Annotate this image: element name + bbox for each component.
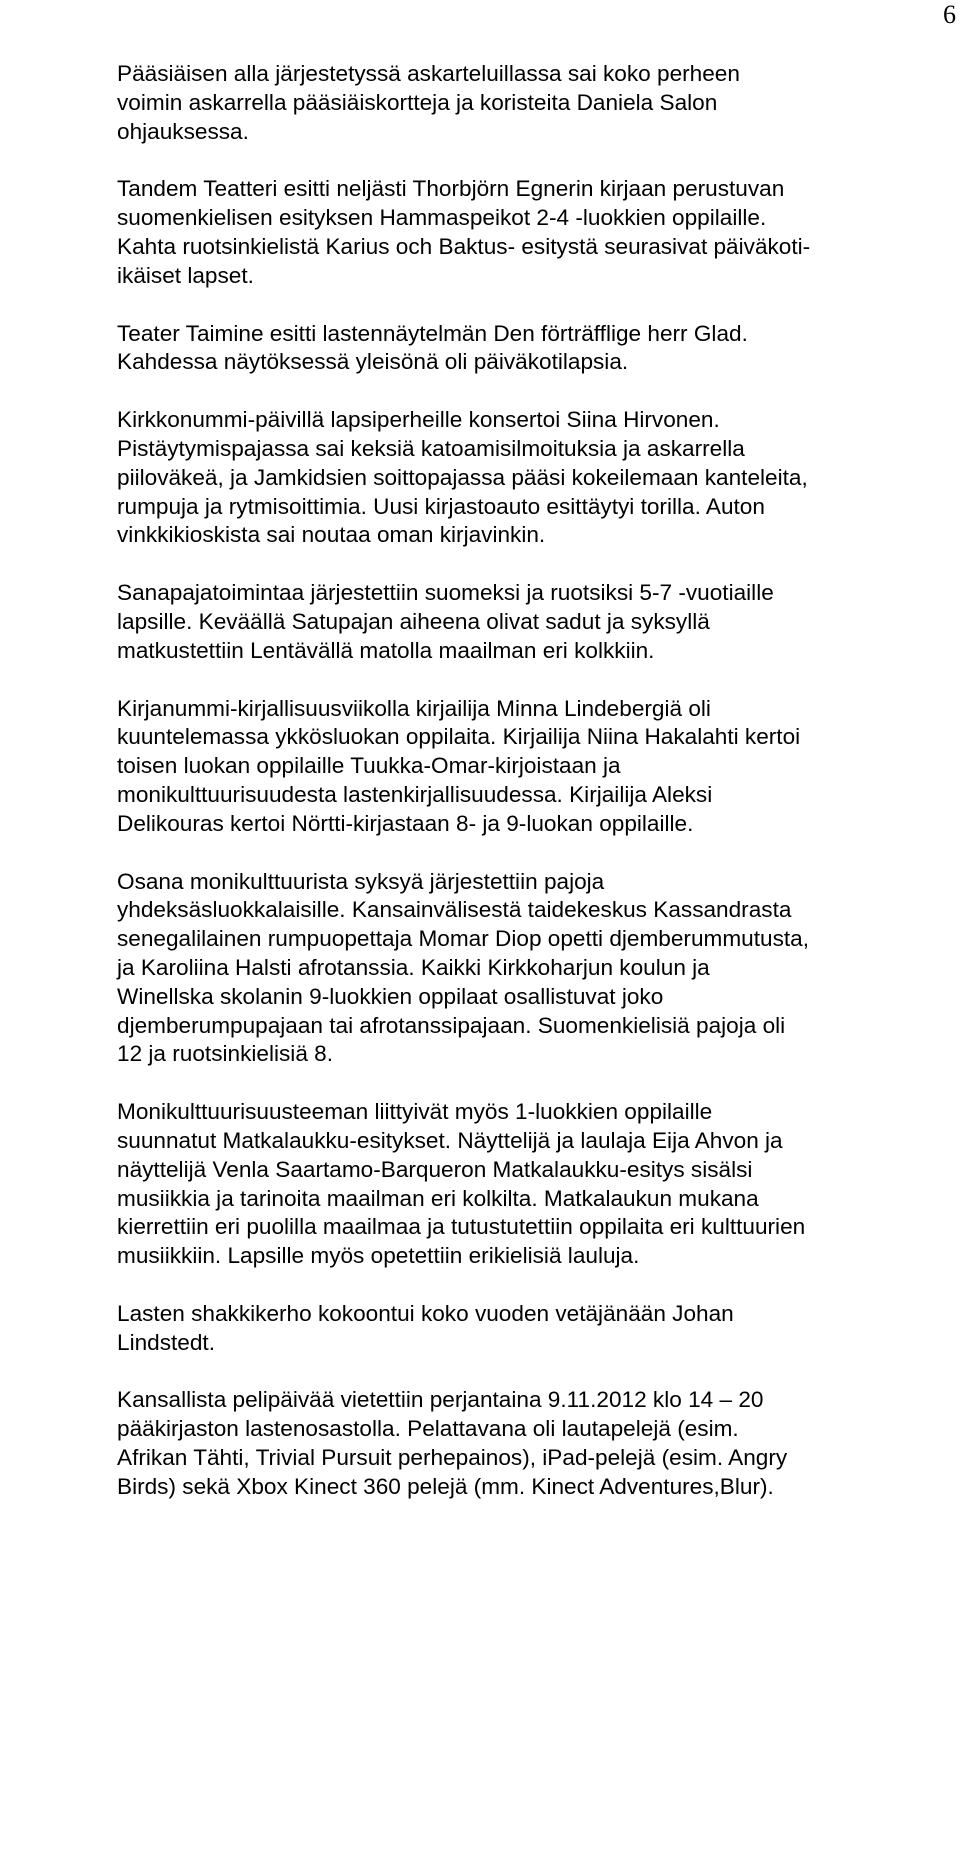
text-line: musiikkiin. Lapsille myös opetettiin erikielisiä lauluja. [117, 1243, 640, 1269]
text-line: Kahdessa näytöksessä yleisönä oli päiväkotilapsia. [117, 349, 629, 375]
text-line: suunnatut Matkalaukku-esitykset. Näyttelijä ja laulaja Eija Ahvon ja [117, 1127, 783, 1153]
text-line: näyttelijä Venla Saartamo-Barqueron Matkalaukku-esitys sisälsi [117, 1156, 753, 1182]
text-line: Lasten shakkikerho kokoontui koko vuoden vetäjänään Johan [117, 1300, 734, 1326]
text-line: voimin askarrella pääsiäiskortteja ja koristeita Daniela Salon [117, 89, 718, 115]
paragraph-kirkkonummi-days [117, 406, 917, 550]
text-line: Kansallista pelipäivää vietettiin perjantaina 9.11.2012 klo 14 – 20 [117, 1387, 764, 1413]
text-line: ja Karoliina Halsti afrotanssia. Kaikki Kirkkoharjun koulun ja [117, 954, 710, 980]
text-line: toisen luokan oppilaille Tuukka-Omar-kirjoistaan ja [117, 753, 621, 779]
text-line: Osana monikulttuurista syksyä järjestettiin pajoja [117, 868, 605, 894]
paragraph-literature-week [117, 695, 917, 839]
paragraph-tandem-teatteri [117, 175, 917, 290]
text-line: Teater Taimine esitti lastennäytelmän Den förträfflige herr Glad. [117, 320, 748, 346]
text-line: pääkirjaston lastenosastolla. Pelattavana oli lautapelejä (esim. [117, 1416, 739, 1442]
paragraph-multicultural-autumn [117, 868, 917, 1070]
text-line: rumpuja ja rytmisoittimia. Uusi kirjastoauto esittäytyi torilla. Auton [117, 493, 765, 519]
text-line: yhdeksäsluokkalaisille. Kansainvälisestä taidekeskus Kassandrasta [117, 897, 792, 923]
text-line: Sanapajatoimintaa järjestettiin suomeksi ja ruotsiksi 5-7 -vuotiaille [117, 580, 774, 606]
text-line: Kahta ruotsinkielistä Karius och Baktus- esitystä seurasivat päiväkoti- [117, 233, 811, 259]
text-line: ohjauksessa. [117, 118, 249, 144]
text-line: musiikkia ja tarinoita maailman eri kolkilta. Matkalaukun mukana [117, 1185, 759, 1211]
text-line: Pistäytymispajassa sai keksiä katoamisilmoituksia ja askarrella [117, 435, 745, 461]
text-line: ikäiset lapset. [117, 262, 254, 288]
text-line: suomenkielisen esityksen Hammaspeikot 2-4 -luokkien oppilaille. [117, 205, 767, 231]
text-line: Afrikan Tähti, Trivial Pursuit perhepainos), iPad-pelejä (esim. Angry [117, 1445, 788, 1471]
paragraph-easter-crafts [117, 60, 917, 146]
text-line: Winellska skolanin 9-luokkien oppilaat osallistuvat joko [117, 983, 664, 1009]
paragraph-word-workshops [117, 579, 917, 665]
text-line: djemberumpupajaan tai afrotanssipajaan. Suomenkielisiä pajoja oli [117, 1012, 786, 1038]
text-line: lapsille. Keväällä Satupajan aiheena olivat sadut ja syksyllä [117, 608, 710, 634]
page-number: 6 [943, 0, 956, 29]
text-line: Pääsiäisen alla järjestetyssä askarteluillassa sai koko perheen [117, 61, 740, 86]
paragraph-suitcase-performances [117, 1098, 917, 1271]
text-line: Birds) sekä Xbox Kinect 360 pelejä (mm. Kinect Adventures,Blur). [117, 1473, 774, 1499]
text-line: matkustettiin Lentävällä matolla maailman eri kolkkiin. [117, 637, 655, 663]
text-line: kuuntelemassa ykkösluokan oppilaita. Kirjailija Niina Hakalahti kertoi [117, 724, 801, 750]
text-line: Monikulttuurisuusteeman liittyivät myös 1-luokkien oppilaille [117, 1099, 713, 1125]
text-line: monikulttuurisuudesta lastenkirjallisuudessa. Kirjailija Aleksi [117, 781, 713, 807]
text-line: kierrettiin eri puolilla maailmaa ja tutustutettiin oppilaita eri kulttuurien [117, 1214, 806, 1240]
text-line: Delikouras kertoi Nörtti-kirjastaan 8- ja 9-luokan oppilaille. [117, 810, 694, 836]
text-line: Tandem Teatteri esitti neljästi Thorbjörn Egnerin kirjaan perustuvan [117, 176, 785, 202]
paragraph-teater-taimine [117, 320, 917, 378]
text-line: senegalilainen rumpuopettaja Momar Diop opetti djemberummutusta, [117, 926, 809, 952]
text-line: piiloväkeä, ja Jamkidsien soittopajassa pääsi kokeilemaan kanteleita, [117, 464, 808, 490]
text-line: Kirkkonummi-päivillä lapsiperheille konsertoi Siina Hirvonen. [117, 407, 720, 433]
paragraph-game-day [117, 1386, 917, 1501]
text-line: 12 ja ruotsinkielisiä 8. [117, 1041, 334, 1067]
text-line: Kirjanummi-kirjallisuusviikolla kirjailija Minna Lindebergiä oli [117, 695, 711, 721]
text-line: Lindstedt. [117, 1329, 215, 1355]
paragraph-chess-club [117, 1300, 917, 1358]
text-line: vinkkikioskista sai noutaa oman kirjavinkin. [117, 522, 546, 548]
document-body [117, 60, 917, 1502]
